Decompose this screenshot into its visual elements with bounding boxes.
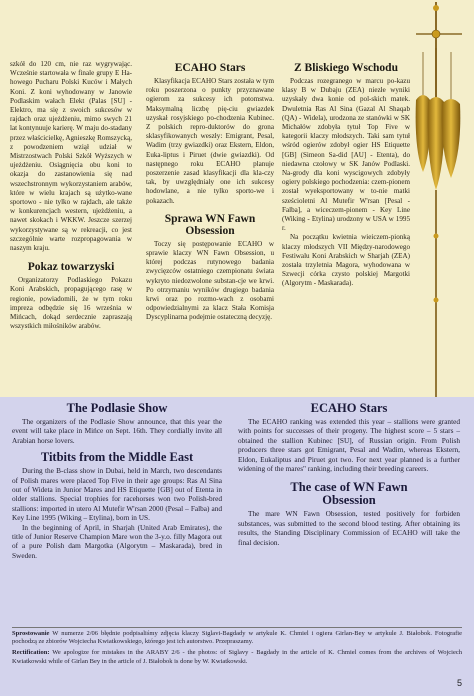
heading-wn-fawn-case: The case of WN Fawn Obsession xyxy=(290,480,408,508)
article-text-ecaho-pl: Klasyfikacja ECAHO Stars została w tym roku poszerzona o punkty przyznawane ogierom za sukcesy ich potomstwa. Maksymalną liczbę pię-ciu gwiazdek uzyskał rosyjskiego po-chodzenia Kubinec. Z polskich repro-duktorów do grona sklasyfikowanych weszły: Emigrant, Pesal, Wadim (trzy gwiazdki) oraz Ekstern, Eldon, Euka-liptus i Piruet (dwie gwiazdki). Od następnego roku ECAHO planuje poszerzenie zasad klasyfikacji dla kla-czy tak, by uwzględniały one ich sukcesy hodowlane, a nie tylko sporto-we i pokazach. xyxy=(146,77,274,205)
correction-polish-label: Sprostowanie xyxy=(12,630,50,637)
ornament-staff-illustration xyxy=(406,0,470,400)
heading-ecaho-stars-pl: ECAHO Stars xyxy=(174,62,246,74)
article-text-podlasie-show: The organizers of the Podlasie Show announce, that this year the event will take place in Mińce on Sept. 16th. They cordially invite all Arabian horse lovers. xyxy=(12,417,222,445)
article-text-pokaz: Organizatorzy Podlaskiego Pokazu Koni Arabskich, propagującego rasę w regionie, powiadomili, że w tym roku impreza odbędzie się 16 września w Mińcach, dokąd serdecznie zapraszają wszystkich miłośników arabów. xyxy=(10,276,132,331)
polish-column-3 xyxy=(282,62,410,289)
corrections-notes xyxy=(12,630,462,669)
heading-sprawa-wn: Sprawa WN Fawn Obsession xyxy=(164,212,256,237)
article-text-wn-en: The mare WN Fawn Obsession, tested positively for forbiden substances, was submitted to the second blood testing. After obtaining its results, the Standing Disciplinary Commission of ECAHO will take the final decision. xyxy=(238,509,460,547)
article-text-wschod-2: Na początku kwietnia wieiczem-pionką klaczy młodszych VII Między-narodowego Festiwalu Koni Arabskich w Sharjah (ZEA) została trzyletnia Magora, wyhodowana w Szwecji córka czysto polskiej Margotki (Algorytm - Maskarada). xyxy=(282,233,410,288)
article-text-ecaho-en: The ECAHO ranking was extended this year – stallions were granted with points for successes of their progeny. The highest score – 5 stars – obtained the stallion Kubinec [SU], of Russian origin. From Polish producers three stars got Emigrant, Pesal and Wadim, whereas Ekstern, Eldon, Eukaliptus and Piruet got two. For next year planned is a further widening of the mares" ranking, including their breeding careers. xyxy=(238,417,460,474)
english-column-right xyxy=(238,402,460,547)
article-text-continued: szkół do 120 cm, nie raz wygrywając. Wcześnie startowała w finale grupy E Ha-howego Pucharu Polski Kuców i Małych Koni. Z koni wyhodowany w Janowie Podlaskim wałach Elekt (Palas [SU] - Elektro, ma się z swoich sukcesów w rajdach oraz ujeżdżeniu, mimo swych 21 lat kontynuuje karierę. W maju do-stadany przez właścicielkę, Agnieszkę Romszycką, z powodzeniem wziął udział w Mistrzostwach Polski Szkół Wyższych w ujeżdżeniu. Osiągnięcia obu koni to okazja do zastanowienia się nad wszechstronnym wykorzystaniem arabów, które w wielu krajach są użytko-wane sportowo - nie tylko w rajdach, ale także w konkurencjach western, ujeżdżeniu, a nawet skokach i WKKW. Jeszcze szerzej wykorzystywane są w rekreacji, co jest szczególnie warte rozpropagowania w naszym kraju. xyxy=(10,60,132,253)
english-column-left xyxy=(12,402,222,560)
divider-rule xyxy=(12,627,462,628)
article-text-middle-east-1: During the B-class show in Dubai, held in March, two descendants of Polish mares were placed Top Five in their age groups: Ras Al Sina out of Wideta in Junior Mares and HS Etiquette [GB] out of Etenta in older stallions. Special trophies for racehorses won two Polish-bred stallions: imported in utero Al Mutefir W'rsan 2000 (Pesal – Falba) and Key Line 1995 (Wiking – Etylina), born in US. xyxy=(12,466,222,523)
correction-polish-text: W numerze 2/06 błędnie podpisaliśmy zdjęcia klaczy Siglavi-Bagdady w artykule K. Chmiel i ogiera Girlan-Bey w artykule J. Białobok. Fotografie pochodzą ze zbiorów Wojciecha Kwiatkowskiego, którego jest ich autorstwo. Przepraszamy. xyxy=(12,630,462,646)
heading-podlasie-show: The Podlasie Show xyxy=(66,401,168,415)
heading-ecaho-stars-en: ECAHO Stars xyxy=(310,401,388,415)
polish-column-2 xyxy=(146,62,274,323)
article-text-middle-east-2: In the beginning of April, in Sharjah (United Arab Emirates), the title of Junior Reserve Champion Mare won the 3-y.o. filly Magora out of a pure Polish dam Margotka (Algorytm – Maskarada), bred in Sweden. xyxy=(12,522,222,560)
heading-pokaz-towarzyski: Pokaz towarzyski xyxy=(27,261,115,274)
correction-english-text: We apologize for mistakes in the ARABY 2/6 - the photos: of Siglavy - Bagdady in the article of K. Chmiel comes from the archives of Wojciech Kwiatkowski while of Girlan Bey in the article of J. Białobok is done by W. Kwiatkowski. xyxy=(12,649,463,665)
page-number: 5 xyxy=(456,678,462,688)
correction-english-label: Rectification: xyxy=(12,649,50,657)
article-text-wn-pl: Toczy się postępowanie ECAHO w sprawie klaczy WN Fawn Obsession, u której podczas rutynowego badania zwycięzców ostatniego czempionatu świata wykryto niedozwolone substan-cje we krwi. Po otrzymaniu wyników drugiego badania krwi oraz po rozmo-wach z osobami odpowiedzialnymi za klacz Stała Komisja Dyscyplinarna podejmie ostateczną decyzję. xyxy=(146,239,274,322)
correction-polish xyxy=(12,630,462,646)
correction-english xyxy=(12,649,462,665)
polish-column-1 xyxy=(10,60,132,331)
article-text-wschod-1: Podczas rozegranego w marcu po-kazu klasy B w Dubaju (ZEA) niezłe wyniki uzyskały dwa konie od pol-skich matek. Dwuletnia Ras Al Sina (Gazal Al Shaqab (QA) - Widela), urodzona ze stanówki w SK Michałów zdobyła tytuł Top Five w kategorii klaczy młodszych. Taki sam tytuł wśród ogierów zdobył ogier HS Etiquette [GB] (Simeon Sa-did [AU] - Etenta), do niedawna czołowy w SK Janów Podlaski. Na-grody dla koni wyscigowych zdobyły ogiery polskiego pochodzenia: czem-pionem został wyeksportowany w to-nie matki sześcioletni Al Mutefir W'rsan [Pesal - Falba], a wiceczem-pionem - Key Line (Wiking - Etylina) urodzony w USA w 1995 r. xyxy=(282,77,410,233)
heading-titbits-middle-east: Titbits from the Middle East xyxy=(40,450,194,465)
heading-z-bliskiego-wschodu: Z Bliskiego Wschodu xyxy=(294,62,398,74)
